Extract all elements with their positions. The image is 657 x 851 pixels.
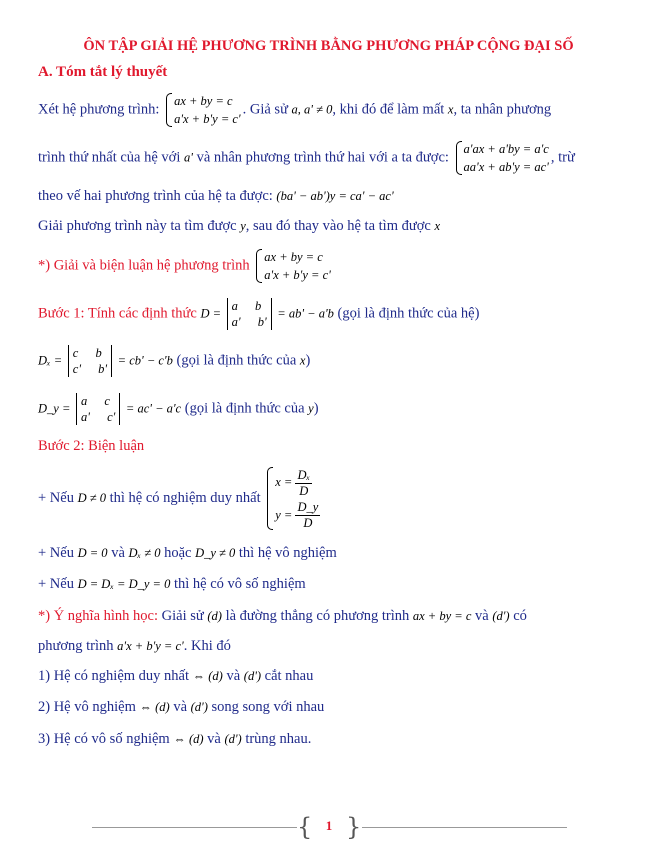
paragraph-discussion: *) Giải và biện luận hệ phương trình ax + by = c a'x + b'y = c' [38,250,331,282]
case-unique-solution: + Nếu D ≠ 0 thì hệ có nghiệm duy nhất x = $\frac{\text{Dₓ}}{D}$ y = $\frac{D\_y}{D}$ [38,467,319,531]
determinant-d: a b a' b' [227,298,272,330]
footer-brace-right: } [346,813,362,841]
case-infinite-solutions: + Nếu D = Dₓ = D_y = 0 thì hệ có vô số nghiệm [38,576,306,592]
determinant-dy-line: D_y = a c a' c' = ac' − a'c (gọi là định thức của y) [38,394,319,424]
page-number: 1 [325,818,333,833]
equation-system-1: ax + by = c a'x + b'y = c' [165,92,241,128]
determinant-dx: c b c' b' [68,345,112,377]
paragraph-system-intro: Xét hệ phương trình: ax + by = c a'x + b'y = c' . Giả sử a, a' ≠ 0, khi đó để làm mất x, ta nhân phương [38,94,552,126]
page-title: ÔN TẬP GIẢI HỆ PHƯƠNG TRÌNH BẰNG PHƯƠNG PHÁP CỘNG ĐẠI SỐ [83,38,574,54]
case-no-solution: + Nếu D = 0 và Dₓ ≠ 0 hoặc D_y ≠ 0 thì hệ vô nghiệm [38,545,337,561]
paragraph-multiply: trình thứ nhất của hệ với a' và nhân phương trình thứ hai với a ta được: a'ax + a'by = a'c aa'x + ab'y = ac' , trừ [38,142,575,174]
paragraph-solve: Giải phương trình này ta tìm được y, sau đó thay vào hệ ta tìm được x [38,218,441,234]
equation-system-2: a'ax + a'by = a'c aa'x + ab'y = ac' [455,140,549,176]
step-1-determinant: Bước 1: Tính các định thức D = a b a' b' = ab' − a'b (gọi là định thức của hệ) [38,299,480,329]
list-item-2: 2) Hệ vô nghiệm ⇔ (d) và (d') song song với nhau [38,699,325,715]
footer-rule-left [92,827,297,828]
list-item-1: 1) Hệ có nghiệm duy nhất ⇔ (d) và (d') cắt nhau [38,668,314,684]
equation-system-3: ax + by = c a'x + b'y = c' [255,248,331,284]
fraction-y: $\frac{D\_y}{D}$ [297,500,319,531]
footer-brace-left: { [297,813,313,841]
solution-system: x = $\frac{\text{Dₓ}}{D}$ y = $\frac{D\_y}{D}$ [266,466,320,531]
geometric-meaning-cont: phương trình a'x + b'y = c'. Khi đó [38,638,231,654]
list-item-3: 3) Hệ có vô số nghiệm ⇔ (d) và (d') trùng nhau. [38,731,312,747]
step-2-heading: Bước 2: Biện luận [38,438,145,454]
determinant-dy: a c a' c' [76,393,120,425]
footer-rule-right [362,827,567,828]
determinant-dx-line: Dₓ = c b c' b' = cb' − c'b (gọi là định thức của x) [38,346,311,376]
fraction-x: $\frac{\text{Dₓ}}{D}$ [297,467,311,498]
geometric-meaning: *) Ý nghĩa hình học: Giải sử (d) là đường thẳng có phương trình ax + by = c và (d') có [38,608,527,624]
paragraph-subtract: theo vế hai phương trình của hệ ta được: (ba' − ab')y = ca' − ac' [38,188,394,204]
section-heading-a: A. Tóm tắt lý thuyết [38,64,168,80]
